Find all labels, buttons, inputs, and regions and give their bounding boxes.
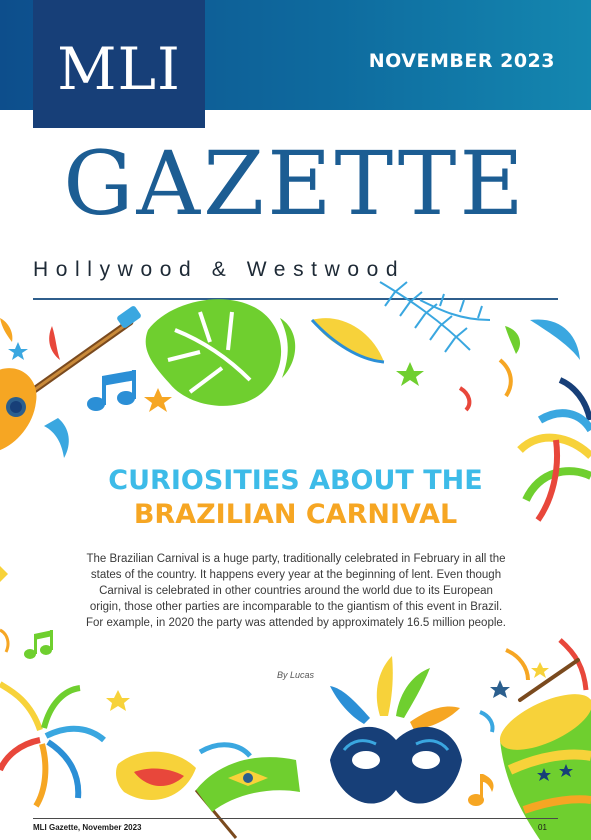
star-icon xyxy=(8,342,28,360)
confetti-icon xyxy=(460,388,469,410)
music-note-icon xyxy=(468,774,494,806)
star-icon xyxy=(106,690,130,711)
feather-icon xyxy=(312,318,384,362)
logo-text: MLI xyxy=(57,35,181,103)
footer-publication: MLI Gazette, November 2023 xyxy=(33,823,142,832)
headline-line-2: BRAZILIAN CARNIVAL xyxy=(133,499,458,530)
fireworks-icon xyxy=(0,684,104,806)
page-number: 01 xyxy=(538,823,547,832)
confetti-icon xyxy=(0,630,8,652)
palm-leaf-icon xyxy=(380,282,490,352)
music-note-icon xyxy=(24,630,53,659)
confetti-icon xyxy=(44,418,69,458)
footer-rule xyxy=(33,818,558,819)
confetti-icon xyxy=(505,326,520,354)
confetti-icon xyxy=(280,318,295,378)
flag-icon xyxy=(196,757,300,838)
music-note-icon xyxy=(87,370,136,411)
star-icon xyxy=(490,680,510,698)
masthead-subtitle: Hollywood & Westwood xyxy=(33,258,406,281)
article-body: The Brazilian Carnival is a huge party, traditionally celebrated in February in all the states of the country. It happens every year at the beginning of lent. Even though Carnival is celebrated in other countries around the world due to its European origin, those other parties are incomparable to the giantism of this event in Brazil. For example, in 2020 the party was attended by approximately 16.5 million people. xyxy=(86,553,506,629)
article-headline xyxy=(0,464,591,532)
star-icon xyxy=(144,388,172,412)
masthead-title: GAZETTE xyxy=(63,132,527,235)
article-byline: By Lucas xyxy=(276,670,315,680)
confetti-icon xyxy=(530,319,580,360)
leaf-icon xyxy=(146,299,281,406)
confetti-icon xyxy=(49,326,60,360)
confetti-icon xyxy=(200,745,250,756)
confetti-icon xyxy=(0,566,8,582)
headline-line-1: CURIOSITIES ABOUT THE xyxy=(108,465,483,496)
confetti-icon xyxy=(480,712,493,732)
star-icon xyxy=(396,362,424,386)
confetti-icon xyxy=(500,360,511,396)
confetti-icon xyxy=(0,318,12,342)
issue-date: NOVEMBER 2023 xyxy=(368,50,555,72)
carnival-mask-icon xyxy=(116,752,196,800)
